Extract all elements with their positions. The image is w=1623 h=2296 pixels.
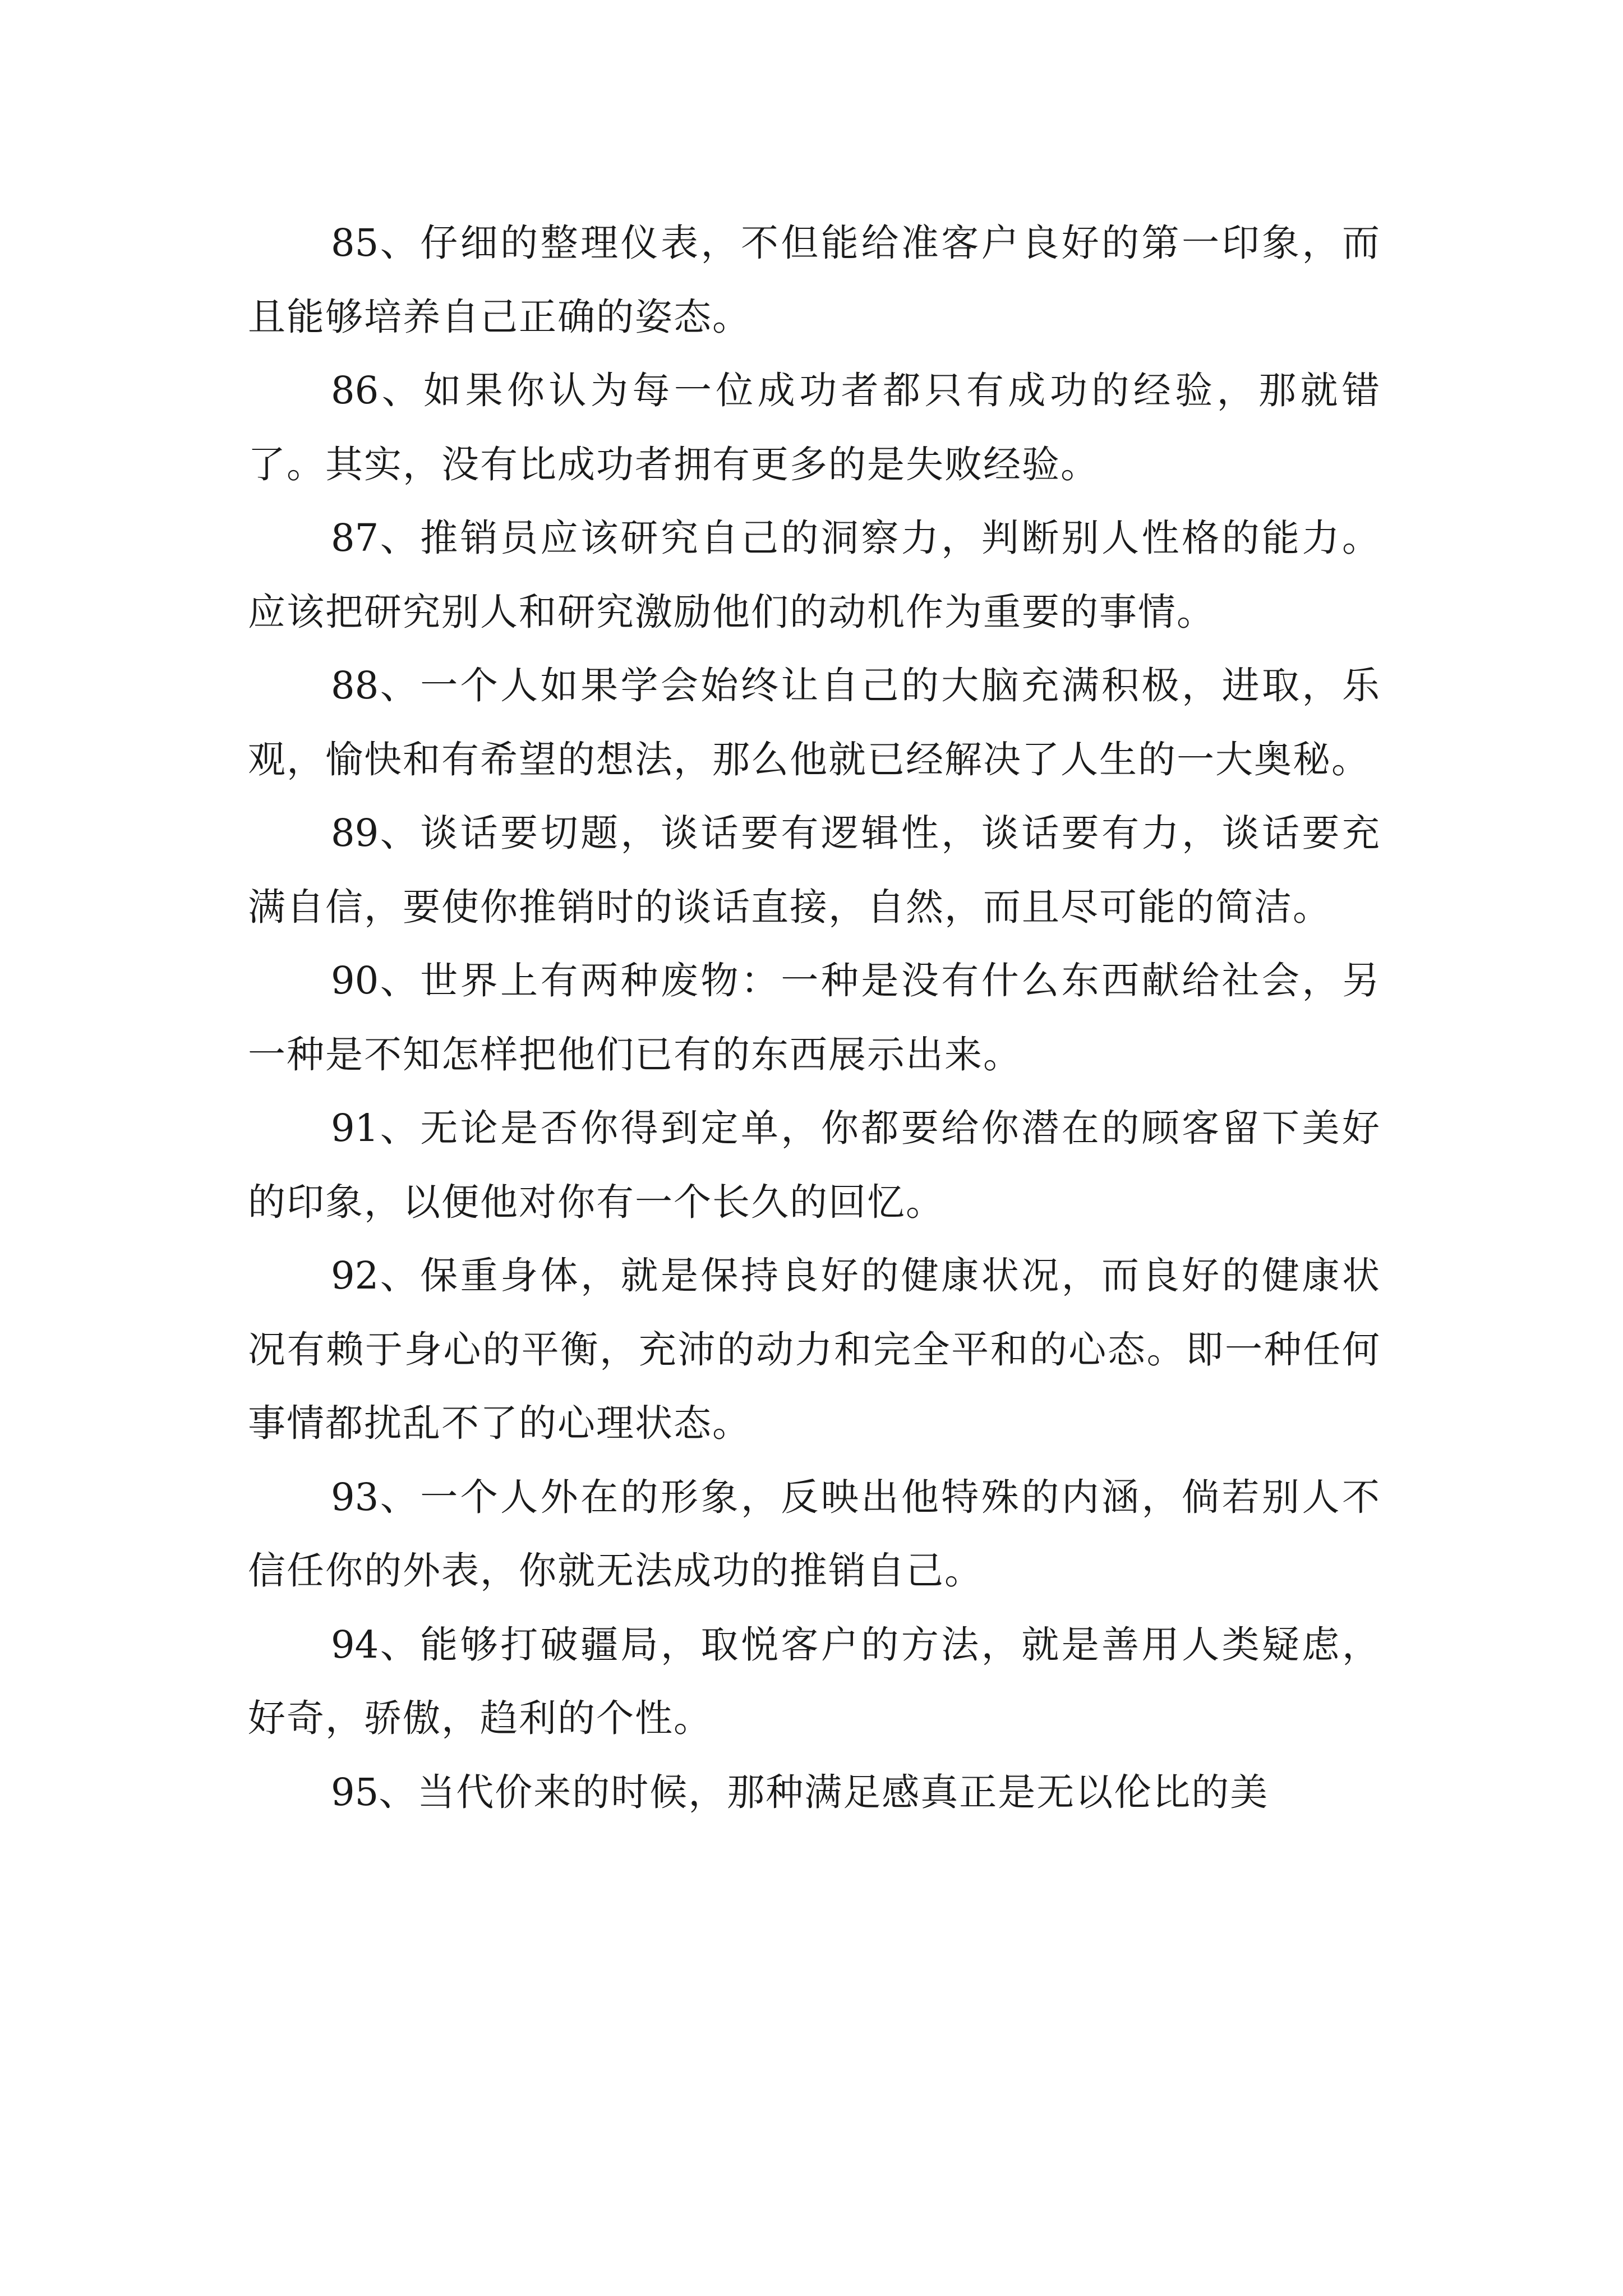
paragraph-number: 87 <box>331 516 379 560</box>
paragraph-93 <box>248 1461 1381 1608</box>
paragraph-number: 86 <box>331 369 379 412</box>
paragraph-91 <box>248 1092 1381 1239</box>
paragraph-94 <box>248 1608 1381 1756</box>
paragraph-number: 92 <box>331 1254 379 1297</box>
paragraph-88 <box>248 649 1381 797</box>
paragraph-86 <box>248 354 1381 501</box>
paragraph-number: 91 <box>331 1106 379 1150</box>
paragraph-text: 、如果你认为每一位成功者都只有成功的经验，那就错了。其实，没有比成功者拥有更多的是失败经验。 <box>248 369 1381 486</box>
paragraph-text: 、保重身体，就是保持良好的健康状况，而良好的健康状况有赖于身心的平衡，充沛的动力和完全平和的心态。即一种任何事情都扰乱不了的心理状态。 <box>248 1254 1381 1445</box>
paragraph-text: 、仔细的整理仪表，不但能给准客户良好的第一印象，而且能够培养自己正确的姿态。 <box>248 221 1381 339</box>
paragraph-89 <box>248 797 1381 944</box>
paragraph-number: 90 <box>331 959 379 1002</box>
paragraph-95 <box>248 1756 1381 1830</box>
paragraph-number: 88 <box>331 664 379 707</box>
paragraph-text: 、一个人如果学会始终让自己的大脑充满积极，进取，乐观，愉快和有希望的想法，那么他就已经解决了人生的一大奥秘。 <box>248 664 1381 781</box>
paragraph-text: 、能够打破疆局，取悦客户的方法，就是善用人类疑虑，好奇，骄傲，趋利的个性。 <box>248 1622 1381 1740</box>
paragraph-text: 、当代价来的时候，那种满足感真正是无以伦比的美 <box>379 1770 1269 1814</box>
paragraph-number: 85 <box>331 221 379 265</box>
paragraph-text: 、谈话要切题，谈话要有逻辑性，谈话要有力，谈话要充满自信，要使你推销时的谈话直接，自然，而且尽可能的简洁。 <box>248 811 1381 929</box>
paragraph-number: 89 <box>331 811 379 855</box>
paragraph-text: 、一个人外在的形象，反映出他特殊的内涵，倘若别人不信任你的外表，你就无法成功的推销自己。 <box>248 1475 1381 1593</box>
paragraph-text: 、世界上有两种废物：一种是没有什么东西献给社会，另一种是不知怎样把他们已有的东西展示出来。 <box>248 959 1381 1076</box>
paragraph-text: 、无论是否你得到定单，你都要给你潜在的顾客留下美好的印象，以便他对你有一个长久的回忆。 <box>248 1106 1381 1224</box>
paragraph-text: 、推销员应该研究自己的洞察力，判断别人性格的能力。应该把研究别人和研究激励他们的动机作为重要的事情。 <box>248 516 1381 634</box>
paragraph-87 <box>248 501 1381 649</box>
paragraph-92 <box>248 1239 1381 1461</box>
paragraph-number: 94 <box>331 1622 379 1667</box>
paragraph-85 <box>248 206 1381 354</box>
paragraph-number: 93 <box>331 1475 379 1519</box>
document-body <box>248 206 1381 1829</box>
paragraph-number: 95 <box>331 1770 379 1814</box>
paragraph-90 <box>248 944 1381 1092</box>
